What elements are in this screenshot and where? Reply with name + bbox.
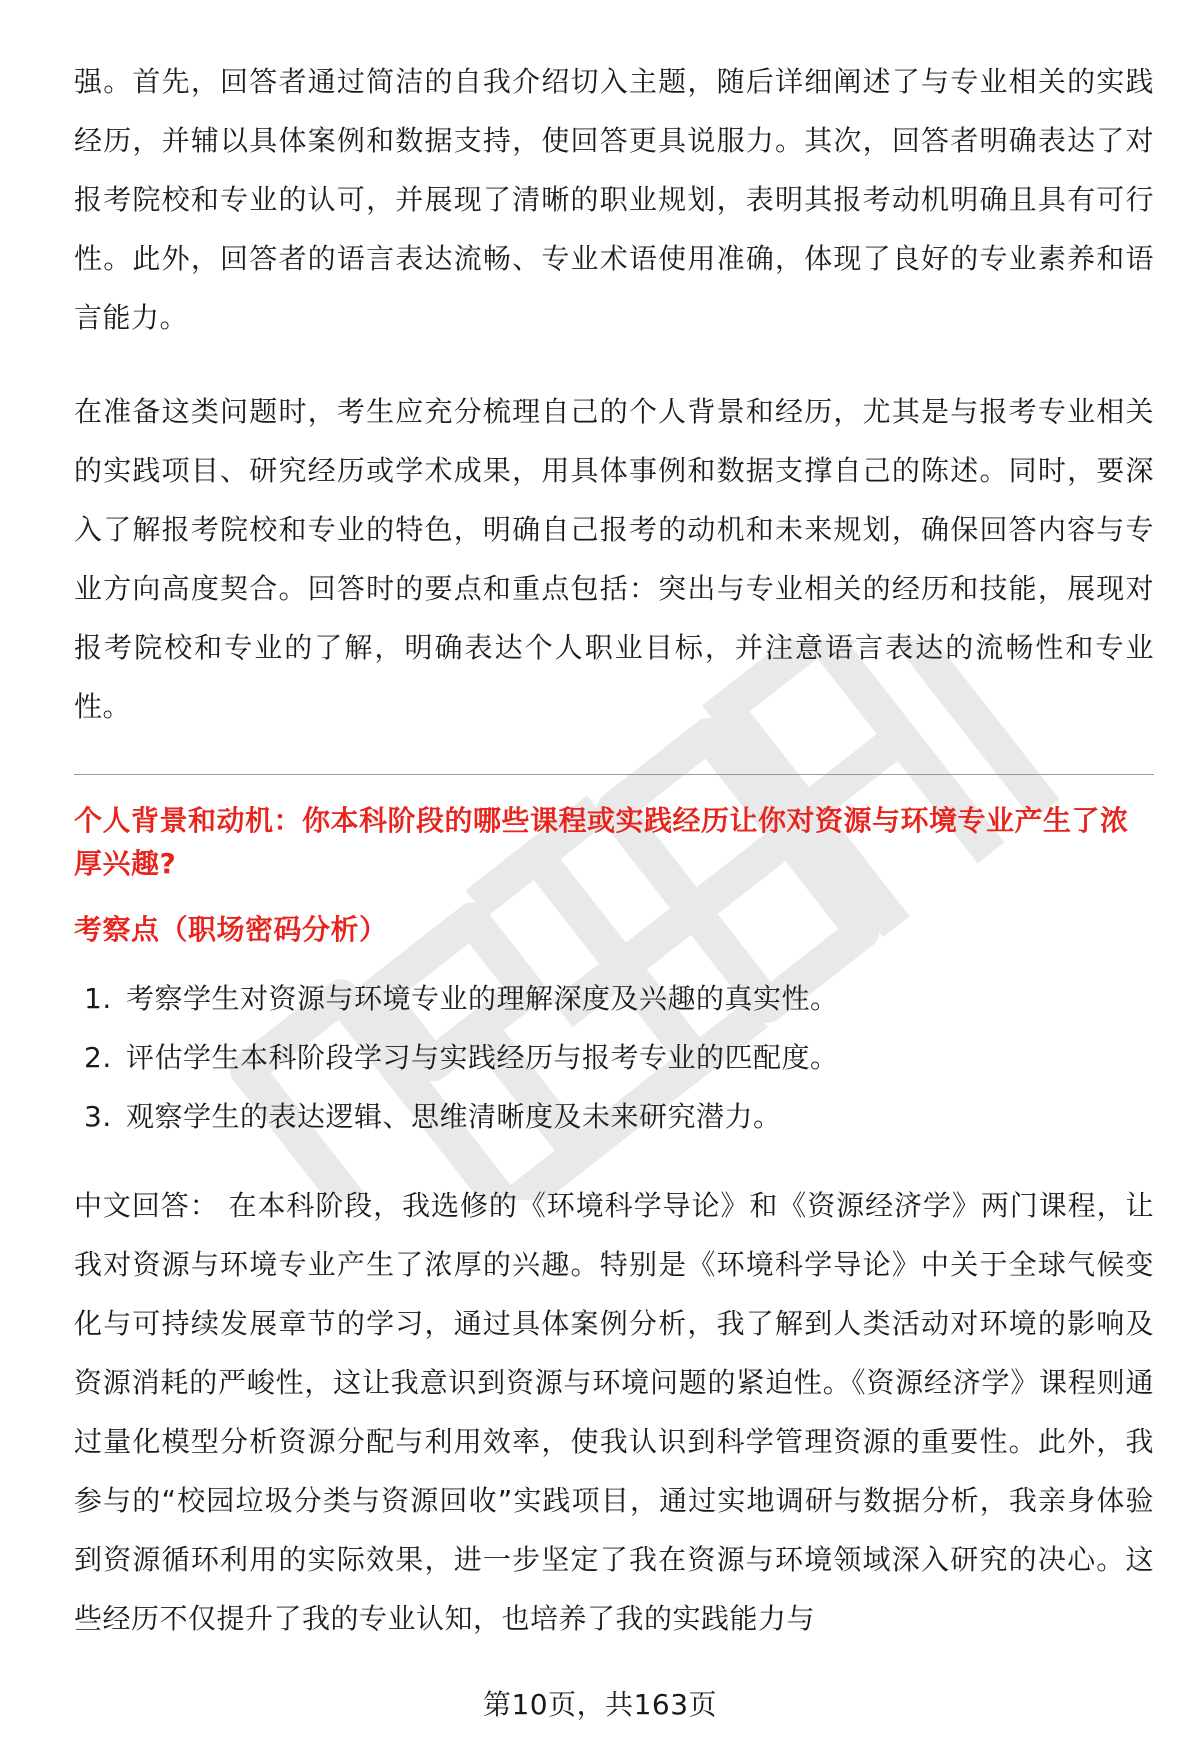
chinese-answer-paragraph: 中文回答： 在本科阶段，我选修的《环境科学导论》和《资源经济学》两门课程，让我对资源与环境专业产生了浓厚的兴趣。特别是《环境科学导论》中关于全球气候变化与可持续发展章节的学习，通过具体案例分析，我了解到人类活动对环境的影响及资源消耗的严峻性，这让我意识到资源与环境问题的紧迫性。《资源经济学》课程则通过量化模型分析资源分配与利用效率，使我认识到科学管理资源的重要性。此外，我参与的“校园垃圾分类与资源回收”实践项目，通过实地调研与数据分析，我亲身体验到资源循环利用的实际效果，进一步坚定了我在资源与环境领域深入研究的决心。这些经历不仅提升了我的专业认知，也培养了我的实践能力与 <box>74 1189 1154 1635</box>
paragraph-preparation-advice: 在准备这类问题时，考生应充分梳理自己的个人背景和经历，尤其是与报考专业相关的实践项目、研究经历或学术成果，用具体事例和数据支撑自己的陈述。同时，要深入了解报考院校和专业的特色，明确自己报考的动机和未来规划，确保回答内容与专业方向高度契合。回答时的要点和重点包括：突出与专业相关的经历和技能，展现对报考院校和专业的了解，明确表达个人职业目标，并注意语言表达的流畅性和专业性。 <box>74 395 1154 723</box>
list-item <box>74 1087 1154 1146</box>
assessment-points-heading: 考察点（职场密码分析） <box>74 913 388 946</box>
list-item-text: 考察学生对资源与环境专业的理解深度及兴趣的真实性。 <box>126 982 839 1015</box>
page-number-footer: 第10页，共163页 <box>482 1688 718 1721</box>
list-item-number: 1. <box>84 982 112 1015</box>
list-item-text: 评估学生本科阶段学习与实践经历与报考专业的匹配度。 <box>126 1041 839 1074</box>
list-item-text: 观察学生的表达逻辑、思维清晰度及未来研究潜力。 <box>126 1100 782 1133</box>
list-item <box>74 1028 1154 1087</box>
list-item <box>74 969 1154 1028</box>
list-item-number: 2. <box>84 1041 112 1074</box>
page-content <box>74 52 1154 1648</box>
question-title: 个人背景和动机：你本科阶段的哪些课程或实践经历让你对资源与环境专业产生了浓厚兴趣? <box>74 804 1129 880</box>
paragraph-evaluation: 强。首先，回答者通过简洁的自我介绍切入主题，随后详细阐述了与专业相关的实践经历，并辅以具体案例和数据支持，使回答更具说服力。其次，回答者明确表达了对报考院校和专业的认可，并展现了清晰的职业规划，表明其报考动机明确且具有可行性。此外，回答者的语言表达流畅、专业术语使用准确，体现了良好的专业素养和语言能力。 <box>74 65 1154 334</box>
section-divider <box>74 774 1154 775</box>
list-item-number: 3. <box>84 1100 112 1133</box>
assessment-points-list <box>74 969 1154 1146</box>
